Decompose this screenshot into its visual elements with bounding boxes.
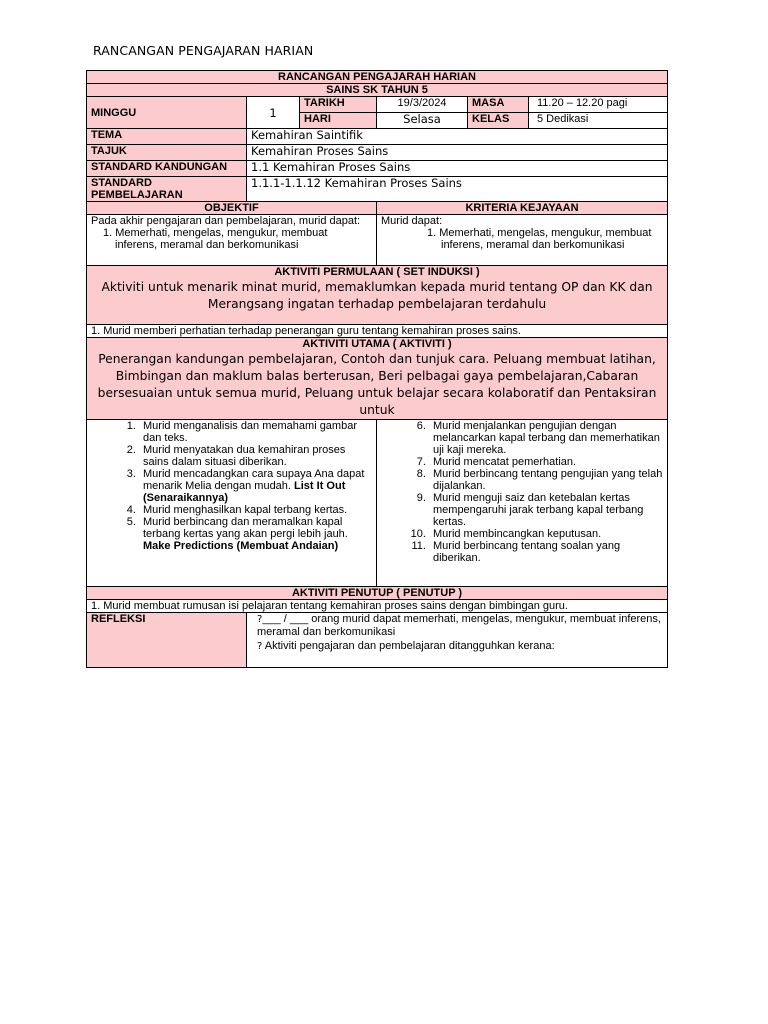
kriteria-item: 1. Memerhati, mengelas, mengukur, membuat inferens, meramal dan berkomunikasi <box>427 227 652 251</box>
utama-left-item-bold: List It Out (Senaraikannya) <box>143 480 346 504</box>
question-mark-icon: ? <box>257 614 263 625</box>
tema-value: Kemahiran Saintifik <box>247 129 668 145</box>
utama-left-item <box>139 516 372 552</box>
utama-left-item-text: Murid menghasilkan kapal terbang kertas. <box>143 504 348 516</box>
penutup-label: AKTIVITI PENUTUP ( PENUTUP ) <box>87 587 668 600</box>
hari-label: HARI <box>300 113 377 129</box>
permulaan-item: 1. Murid memberi perhatian terhadap penerangan guru tentang kemahiran proses sains. <box>87 325 668 338</box>
utama-left-item <box>139 444 372 468</box>
utama-right-item: 8. Murid berbincang tentang pengujian yang telah dijalankan. <box>429 468 663 492</box>
kelas-value: 5 Dedikasi <box>529 113 668 129</box>
standard-pembelajaran-label-line1: STANDARD <box>91 177 152 189</box>
permulaan-text: Aktiviti untuk menarik minat murid, memaklumkan kepada murid tentang OP dan KK dan Merangsang ingatan terhadap pembelajaran terdahulu <box>101 280 653 311</box>
masa-label: MASA <box>468 97 529 113</box>
tema-label: TEMA <box>87 129 247 145</box>
tarikh-value: 19/3/2024 <box>377 97 468 113</box>
utama-section <box>87 338 668 420</box>
minggu-value: 1 <box>247 97 300 129</box>
table-title: RANCANGAN PENGAJARAH HARIAN <box>87 71 668 84</box>
tarikh-label: TARIKH <box>300 97 377 113</box>
utama-right-cell <box>377 420 668 587</box>
permulaan-section <box>87 266 668 325</box>
refleksi-line1-text: ___ / ___ orang murid dapat memerhati, mengelas, mengukur, membuat inferens, meramal dan berkomunikasi <box>257 613 661 638</box>
lesson-plan-table <box>86 70 668 668</box>
objektif-cell <box>87 215 377 266</box>
tajuk-label: TAJUK <box>87 145 247 161</box>
utama-label: AKTIVITI UTAMA ( AKTIVITI ) <box>302 338 452 350</box>
table-subject: SAINS SK TAHUN 5 <box>87 84 668 97</box>
question-mark-icon: ? <box>257 641 263 652</box>
utama-left-item-text: Murid menganalisis dan memahami gambar dan teks. <box>143 420 357 444</box>
utama-left-item-bold: Make Predictions (Membuat Andaian) <box>143 540 339 552</box>
penutup-item: 1. Murid membuat rumusan isi pelajaran tentang kemahiran proses sains dengan bimbingan guru. <box>87 600 668 613</box>
document-header: RANCANGAN PENGAJARAN HARIAN <box>93 43 314 58</box>
utama-left-item <box>139 468 372 504</box>
kelas-label: KELAS <box>468 113 529 129</box>
utama-left-item-text: Murid mencadangkan cara supaya Ana dapat menarik Melia dengan mudah. <box>143 468 365 492</box>
refleksi-line2-text: Aktiviti pengajaran dan pembelajaran ditangguhkan kerana: <box>264 640 555 652</box>
utama-left-item <box>139 504 372 516</box>
standard-pembelajaran-label <box>87 177 247 202</box>
utama-left-list <box>91 420 372 552</box>
tajuk-value: Kemahiran Proses Sains <box>247 145 668 161</box>
objektif-label: OBJEKTIF <box>87 202 377 215</box>
standard-pembelajaran-value: 1.1.1-1.1.12 Kemahiran Proses Sains <box>247 177 668 202</box>
standard-kandungan-label: STANDARD KANDUNGAN <box>87 161 247 177</box>
refleksi-label: REFLEKSI <box>87 613 247 668</box>
utama-right-item: 11. Murid berbincang tentang soalan yang diberikan. <box>429 540 663 564</box>
masa-value: 11.20 – 12.20 pagi <box>529 97 668 113</box>
permulaan-label: AKTIVITI PERMULAAN ( SET INDUKSI ) <box>274 266 480 278</box>
utama-left-item-text: Murid berbincang dan meramalkan kapal terbang kertas yang akan pergi lebih jauh. <box>143 516 348 540</box>
utama-right-item: 6. Murid menjalankan pengujian dengan melancarkan kapal terbang dan memerhatikan uji kaji mereka. <box>429 420 663 456</box>
standard-pembelajaran-label-line2: PEMBELAJARAN <box>91 189 183 201</box>
kriteria-intro: Murid dapat: <box>381 215 443 227</box>
objektif-item: 1. Memerhati, mengelas, mengukur, membuat inferens, meramal dan berkomunikasi <box>103 227 328 251</box>
refleksi-cell <box>247 613 668 668</box>
utama-left-cell <box>87 420 377 587</box>
utama-text: Penerangan kandungan pembelajaran, Contoh dan tunjuk cara. Peluang membuat latihan, Bimbingan dan maklum balas berterusan, Beri pelbagai gaya pembelajaran,Cabaran bersesuaian untuk semua murid, Peluang untuk belajar secara kolaboratif dan Pentaksiran untuk <box>97 352 657 417</box>
refleksi-line2 <box>253 640 663 653</box>
refleksi-line1 <box>253 613 663 638</box>
utama-right-item: 9. Murid menguji saiz dan ketebalan kertas mempengaruhi jarak terbang kapal terbang kertas. <box>429 492 663 528</box>
hari-value: Selasa <box>377 113 468 129</box>
standard-kandungan-value: 1.1 Kemahiran Proses Sains <box>247 161 668 177</box>
kriteria-cell <box>377 215 668 266</box>
utama-right-list <box>381 420 663 564</box>
objektif-intro: Pada akhir pengajaran dan pembelajaran, murid dapat: <box>91 215 361 227</box>
utama-right-item: 10. Murid membincangkan keputusan. <box>429 528 663 540</box>
utama-left-item <box>139 420 372 444</box>
minggu-label: MINGGU <box>87 97 247 129</box>
utama-right-item: 7. Murid mencatat pemerhatian. <box>429 456 663 468</box>
kriteria-label: KRITERIA KEJAYAAN <box>377 202 668 215</box>
utama-left-item-text: Murid menyatakan dua kemahiran proses sains dalam situasi diberikan. <box>143 444 346 468</box>
